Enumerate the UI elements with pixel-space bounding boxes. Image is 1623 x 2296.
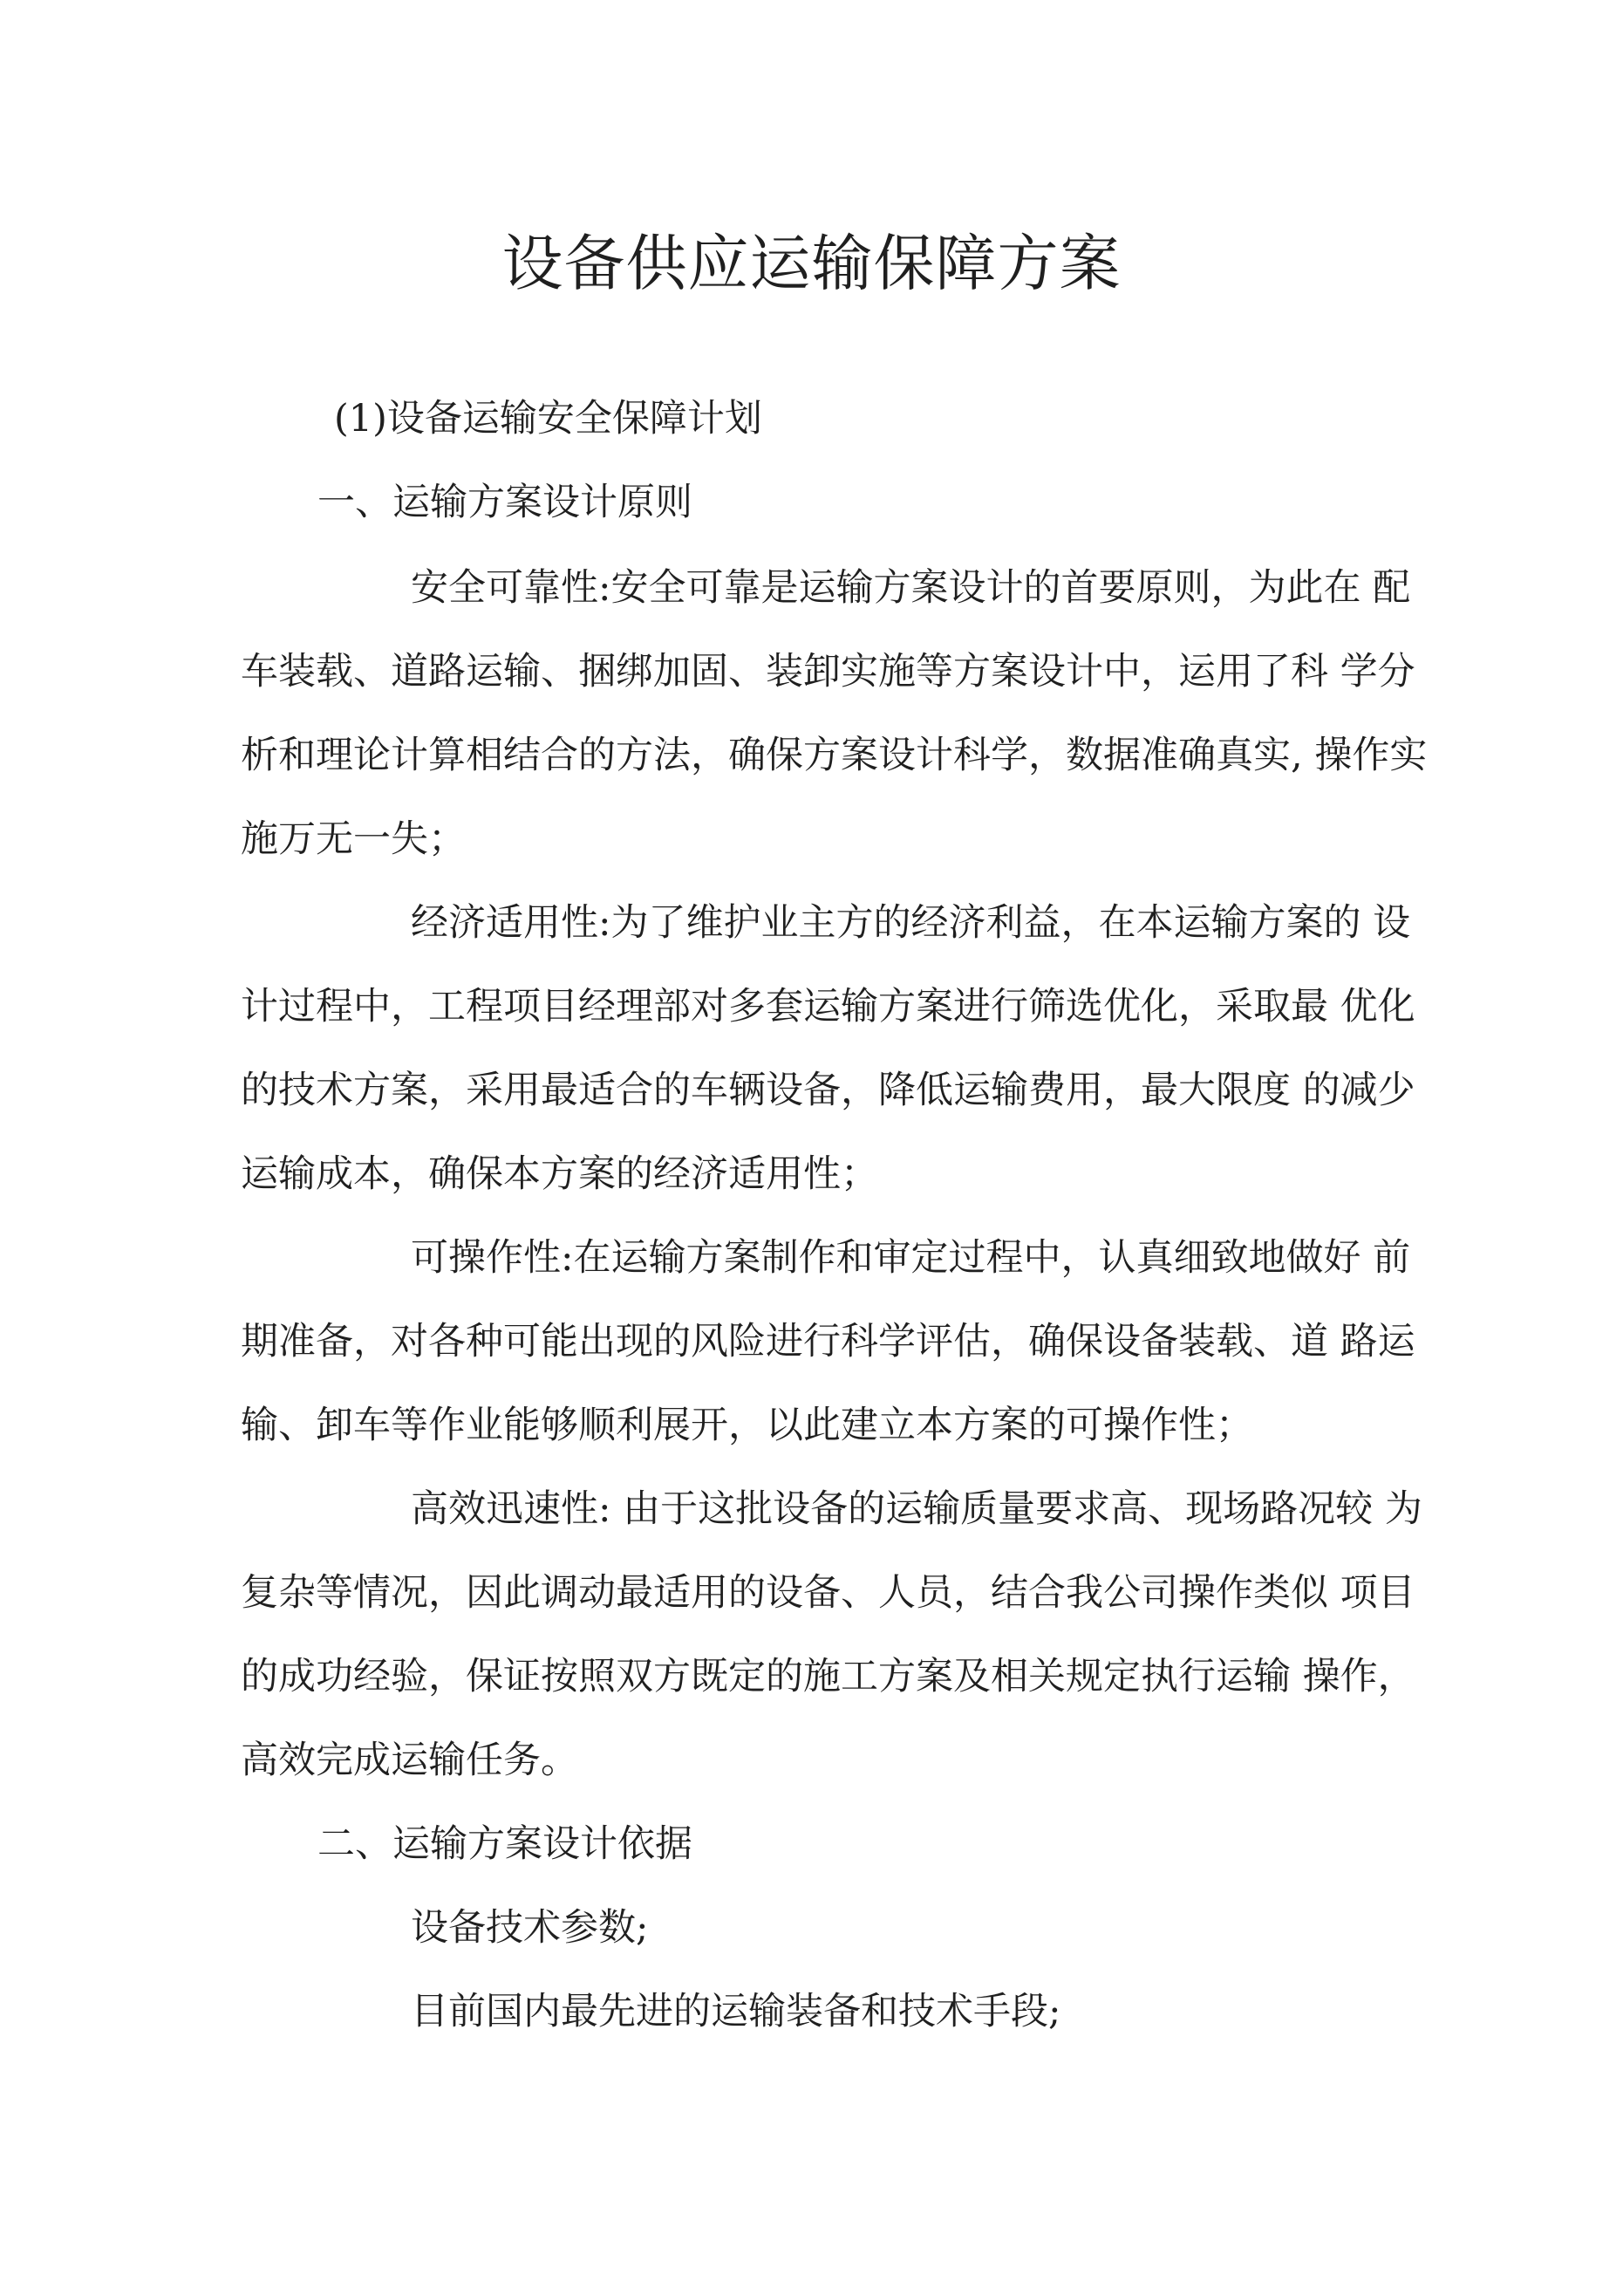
document-title: 设备供应运输保障方案 xyxy=(501,228,1122,299)
paragraph-line: 复杂等情况，因此调动最适用的设备、人员，结合我公司操作类似 项目 xyxy=(241,1571,1415,1615)
paragraph-line: 期准备，对各种可能出现的风险进行科学评估，确保设备装载、道 路运 xyxy=(241,1320,1415,1363)
paragraph-line: 目前国内最先进的运输装备和技术手段; xyxy=(411,1990,1061,2033)
paragraph-line: 析和理论计算相结合的方法，确保方案设计科学，数据准确真实, 操作实 xyxy=(241,734,1428,777)
paragraph-line: 的技术方案，采用最适合的车辆设备，降低运输费用，最大限度 的减少 xyxy=(241,1069,1415,1112)
paragraph-line: 的成功经验，保证按照双方既定的施工方案及相关规定执行运输 操作， xyxy=(241,1655,1415,1698)
paragraph-line: 高效完成运输任务。 xyxy=(241,1739,578,1782)
paragraph-line: 输、卸车等作业能够顺利展开，以此建立本方案的可操作性； xyxy=(241,1404,1253,1447)
paragraph-line: 可操作性:在运输方案制作和审定过程中，认真细致地做好 前 xyxy=(411,1236,1411,1280)
paragraph-line: 经济适用性:为了维护业主方的经济利益，在本运输方案的 设 xyxy=(411,901,1411,945)
paragraph-line: 安全可靠性:安全可靠是运输方案设计的首要原则，为此在 配 xyxy=(411,566,1411,610)
paragraph-line: 运输成本，确保本方案的经济适用性； xyxy=(241,1152,878,1196)
paragraph-line: 施万无一失； xyxy=(241,817,466,861)
paragraph-line: 高效迅速性: 由于这批设备的运输质量要求高、现场路况较 为 xyxy=(411,1487,1422,1531)
paragraph-line: 计过程中，工程项目经理部对多套运输方案进行筛选优化，采取最 优化 xyxy=(241,985,1415,1028)
paragraph-line: 车装载、道路运输、捆绑加固、装卸实施等方案设计中，运用了科 学分 xyxy=(241,650,1415,694)
subsection-heading-1: 一、运输方案设计原则 xyxy=(317,481,692,524)
paragraph-line: 设备技术参数; xyxy=(411,1906,649,1950)
subsection-heading-2: 二、运输方案设计依据 xyxy=(317,1822,692,1866)
section-heading-1: (1)设备运输安全保障计划 xyxy=(334,397,762,441)
